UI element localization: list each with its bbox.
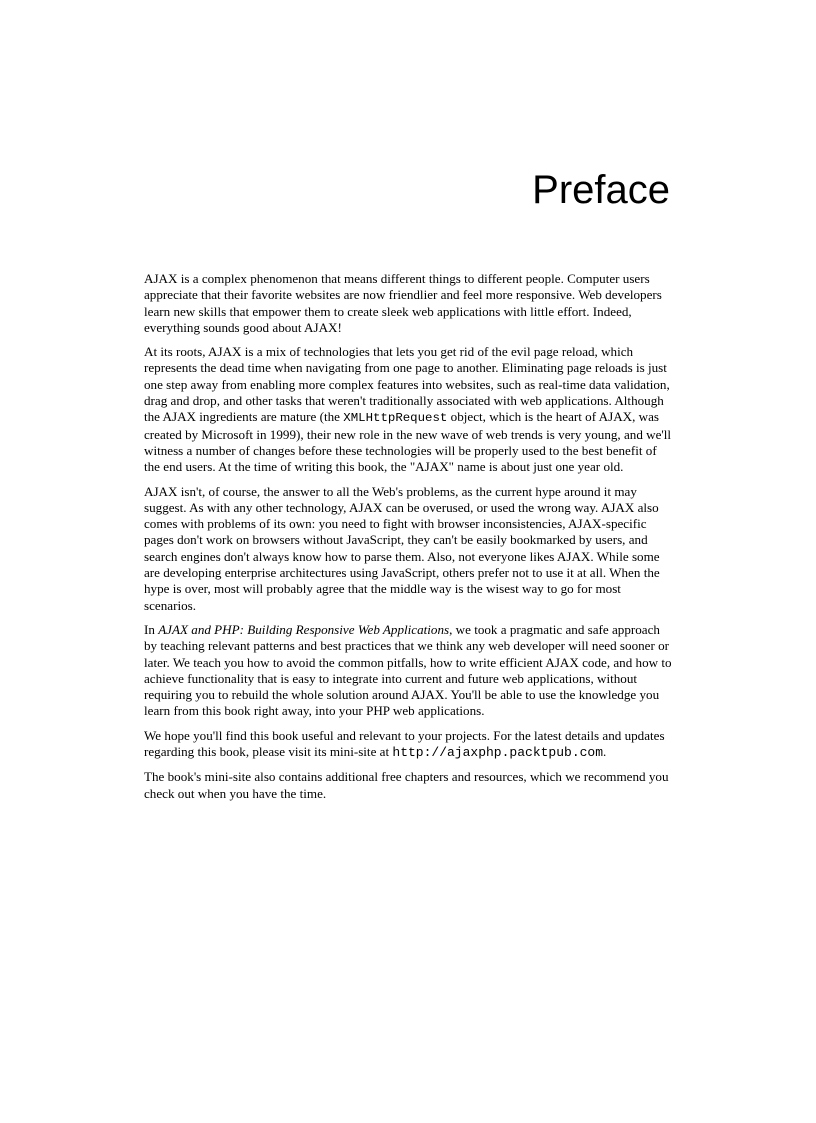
paragraph-mini-site — [144, 728, 674, 762]
book-title: AJAX and PHP: Building Responsive Web Applications — [158, 621, 450, 637]
paragraph-mini-site-text-b: . — [603, 744, 607, 760]
paragraph-roots-text-b: object, which is the heart of AJAX, was created by Microsoft in 1999), their new role in the new wave of web trends is very young, and we'll witness a number of changes before these technologies will be properly used to the best benefit of the end users. At the time of writing this book, the "AJAX" name is about just one year old. — [144, 409, 672, 475]
paragraph-resources: The book's mini-site also contains additional free chapters and resources, which we recommend you check out when you have the time. — [144, 769, 669, 801]
paragraph-intro: AJAX is a complex phenomenon that means different things to different people. Computer users appreciate that their favorite websites are now friendlier and feel more responsive. Web developers learn new skills that empower them to create sleek web applications with little effort. Indeed, everything sounds good about AJAX! — [144, 271, 662, 335]
paragraph-approach — [144, 622, 674, 720]
paragraph-roots — [144, 344, 674, 475]
paragraph-problems: AJAX isn't, of course, the answer to all the Web's problems, as the current hype around it may suggest. As with any other technology, AJAX can be overused, or used the wrong way. AJAX also comes with problems of its own: you need to fight with browser inconsistencies, AJAX-specific pages don't work on browsers without JavaScript, they can't be easily bookmarked by users, and search engines don't always know how to parse them. Also, not everyone likes AJAX. While some are developing enterprise architectures using JavaScript, others prefer not to use it at all. When the hype is over, most will probably agree that the middle way is the wisest way to go for most scenarios. — [144, 483, 660, 613]
preface-body — [144, 271, 674, 810]
xmlhttprequest-code: XMLHttpRequest — [343, 411, 448, 426]
paragraph-roots-text-a: At its roots, AJAX is a mix of technologies that lets you get rid of the evil page reload, which represents the dead time when navigating from one page to another. Eliminating page reloads is just one step away from enabling more complex features into websites, such as real-time data validation, drag and drop, and other tasks that weren't traditionally associated with web applications. Although the AJAX ingredients are mature (the — [144, 344, 670, 425]
paragraph-approach-text-a: In — [144, 621, 159, 637]
paragraph-mini-site-text-a: We hope you'll find this book useful and relevant to your projects. For the latest details and updates regarding this book, please visit its mini-site at — [144, 727, 665, 760]
page-title: Preface — [532, 168, 670, 212]
mini-site-url: http://ajaxphp.packtpub.com — [392, 745, 604, 761]
paragraph-approach-text-b: , we took a pragmatic and safe approach by teaching relevant patterns and best practices that we think any web developer will need sooner or later. We teach you how to avoid the common pitfalls, how to write efficient AJAX code, and how to achieve functionality that is easy to integrate into current and future web applications, without requiring you to rebuild the whole solution around AJAX. You'll be able to use the knowledge you learn from this book right away, into your PHP web applications. — [144, 621, 672, 719]
